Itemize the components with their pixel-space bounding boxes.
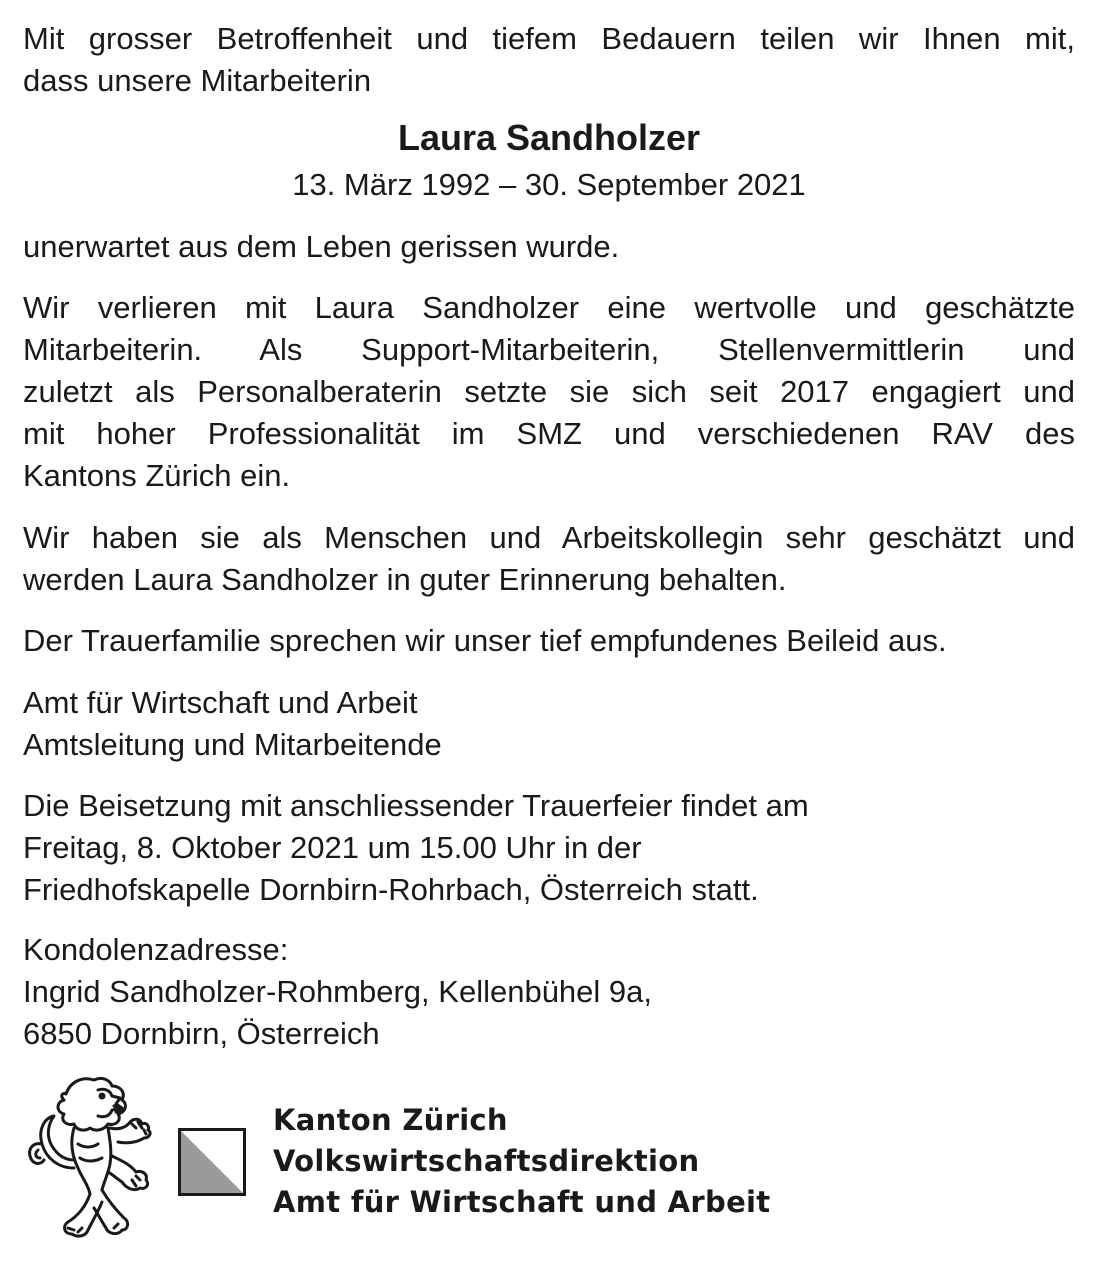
condolence-paragraph (23, 620, 1075, 662)
after-name-text (23, 226, 1075, 268)
org-line-directorate: Volkswirtschaftsdirektion (273, 1144, 700, 1178)
signature-line-2: Amtsleitung und Mitarbeitende (23, 727, 442, 762)
intro-paragraph (23, 18, 1075, 102)
memory-paragraph (23, 517, 1075, 601)
zurich-lion-icon (18, 1072, 158, 1247)
deceased-name: Laura Sandholzer (397, 117, 701, 158)
address-line-1: Ingrid Sandholzer-Rohmberg, Kellenbühel 9a, (23, 974, 653, 1009)
tribute-line-3: zuletzt als Personalberaterin setzte sie sich seit 2017 engagiert und (23, 374, 1075, 409)
tribute-line-5: Kantons Zürich ein. (23, 458, 291, 493)
condolence-line: Der Trauerfamilie sprechen wir unser tief empfundenes Beileid aus. (23, 623, 947, 658)
after-name-line: unerwartet aus dem Leben gerissen wurde. (23, 229, 620, 264)
memory-line-2: werden Laura Sandholzer in guter Erinnerung behalten. (23, 562, 787, 597)
organization-block (273, 1100, 770, 1223)
address-label: Kondolenzadresse: (23, 932, 289, 967)
zurich-shield-icon (178, 1128, 246, 1196)
tribute-line-4: mit hoher Professionalität im SMZ und verschiedenen RAV des (23, 416, 1075, 451)
tribute-paragraph (23, 287, 1075, 497)
tribute-line-1: Wir verlieren mit Laura Sandholzer eine wertvolle und geschätzte (23, 290, 1075, 325)
funeral-line-3: Friedhofskapelle Dornbirn-Rohrbach, Österreich statt. (23, 872, 759, 907)
org-line-canton: Kanton Zürich (273, 1103, 508, 1137)
deceased-dates: 13. März 1992 – 30. September 2021 (292, 167, 806, 202)
intro-line-1: Mit grosser Betroffenheit und tiefem Bedauern teilen wir Ihnen mit, (23, 21, 1075, 56)
funeral-line-2: Freitag, 8. Oktober 2021 um 15.00 Uhr in der (23, 830, 642, 865)
address-block (23, 929, 1075, 1055)
signature-line-1: Amt für Wirtschaft und Arbeit (23, 685, 418, 720)
funeral-paragraph (23, 785, 1075, 911)
signature-block (23, 682, 1075, 766)
funeral-line-1: Die Beisetzung mit anschliessender Trauerfeier findet am (23, 788, 809, 823)
intro-line-2: dass unsere Mitarbeiterin (23, 63, 372, 98)
memory-line-1: Wir haben sie als Menschen und Arbeitskollegin sehr geschätzt und (23, 520, 1075, 555)
address-line-2: 6850 Dornbirn, Österreich (23, 1016, 380, 1051)
tribute-line-2: Mitarbeiterin. Als Support-Mitarbeiterin, Stellenvermittlerin und (23, 332, 1075, 367)
org-line-office: Amt für Wirtschaft und Arbeit (273, 1185, 771, 1219)
